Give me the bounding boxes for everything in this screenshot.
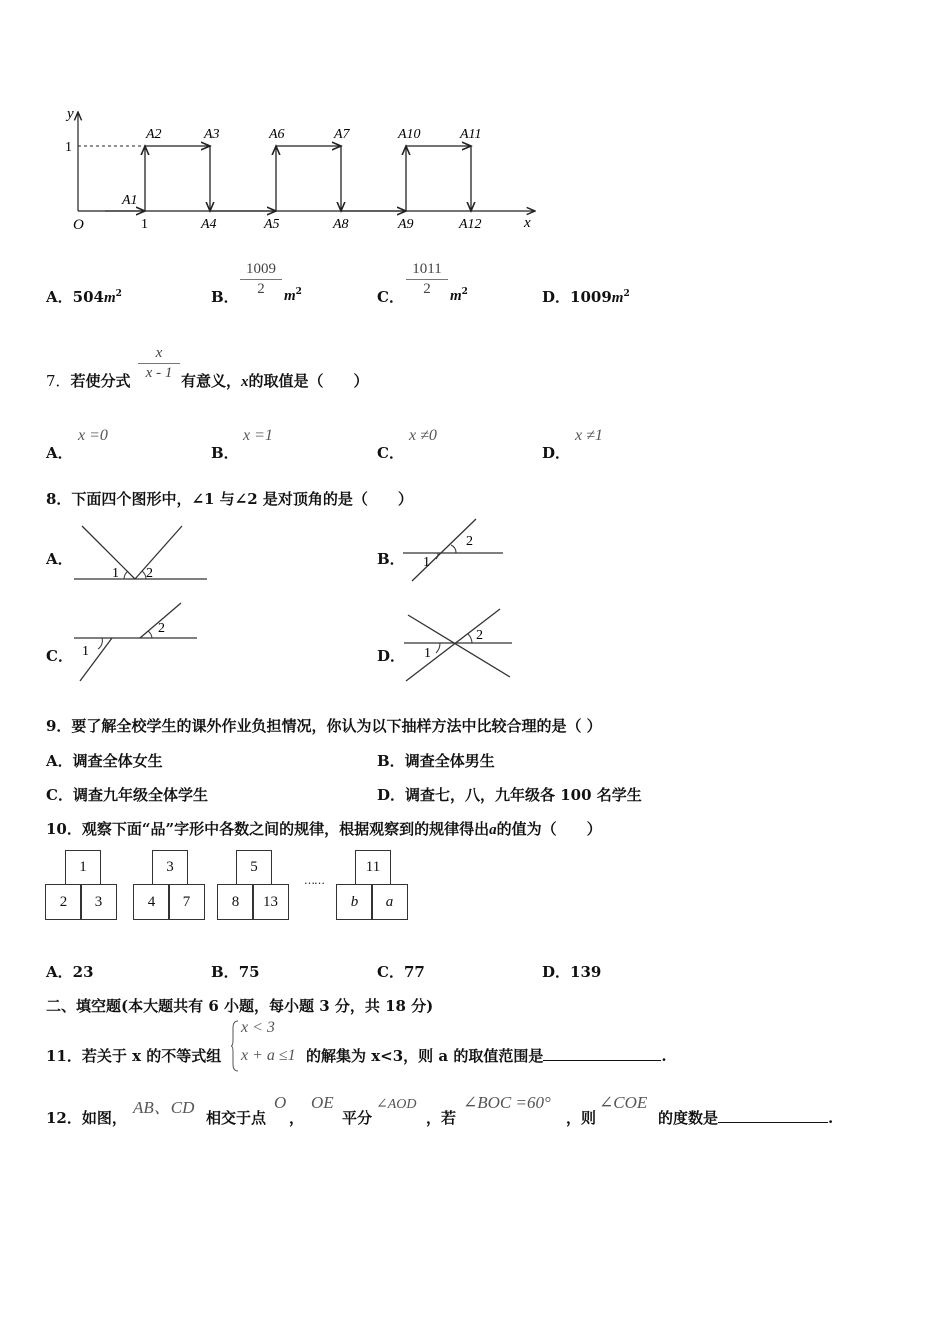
pin-right-box: a [371, 884, 408, 920]
point-label: A1 [122, 193, 138, 208]
q7-option-b[interactable]: B． [211, 444, 239, 462]
q6-option-c-fraction: 1011 2 [406, 261, 448, 298]
point-label: A11 [460, 127, 482, 142]
origin-label: O [73, 217, 84, 233]
q11-stem: 11．若关于 x 的不等式组 [46, 1047, 222, 1065]
q8-figure-d [400, 605, 515, 685]
angle-label-2: 2 [158, 621, 165, 636]
q7-option-b-expr: x =1 [243, 427, 273, 444]
q9-option-b[interactable]: B．调查全体男生 [377, 752, 495, 770]
q6-option-a[interactable]: A．$504m^2$ [46, 288, 122, 306]
pin-left-box: 4 [133, 884, 170, 920]
pin-ellipsis: …… [304, 874, 324, 887]
point-label: A7 [334, 127, 350, 142]
section-title: 二、填空题(本大题共有 6 小题，每小题 3 分，共 18 分) [46, 997, 434, 1015]
answer-blank[interactable] [718, 1108, 828, 1123]
q9-stem: 9．要了解全校学生的课外作业负担情况，你认为以下抽样方法中比较合理的是（ ） [46, 717, 602, 735]
angle-label-1: 1 [112, 566, 119, 581]
q9-option-a[interactable]: A．调查全体女生 [46, 752, 163, 770]
pin-top-box: 1 [65, 850, 101, 885]
point-label: A9 [398, 217, 414, 232]
angle-label-1: 1 [423, 555, 430, 570]
q11-stem-tail: 的解集为 x<3，则 a 的取值范围是 . [306, 1047, 667, 1065]
point-label: A5 [264, 217, 280, 232]
q8-figure-a [70, 520, 210, 585]
point-label: A4 [201, 217, 217, 232]
q12-point: O [274, 1093, 287, 1112]
q12-stem-start: 12．如图， [46, 1109, 127, 1127]
angle-label-2: 2 [466, 534, 473, 549]
pin-left-box: 2 [45, 884, 82, 920]
q12-text-5: 的度数是 . [658, 1109, 834, 1127]
point-label: A8 [333, 217, 349, 232]
q10-option-d[interactable]: D．139 [542, 963, 602, 981]
y-tick-label: 1 [65, 140, 72, 155]
q7-stem-tail: 有意义，x的取值是（ ） [181, 372, 369, 390]
q6-option-b-unit: $m^2$ [284, 287, 302, 304]
pin-right-box: 3 [80, 884, 117, 920]
point-label: A12 [459, 217, 482, 232]
q9-option-d[interactable]: D．调查七，八，九年级各 100 名学生 [377, 786, 642, 804]
q12-text-4: ，则 [566, 1109, 597, 1127]
q6-option-b[interactable]: B． [211, 288, 239, 306]
q12-text-1: 相交于点 [206, 1109, 267, 1127]
q11-inequality-2: x + a ≤1 [241, 1047, 296, 1064]
point-label: A2 [146, 127, 162, 142]
point-label: A10 [398, 127, 421, 142]
q8-option-a[interactable]: A． [46, 550, 73, 568]
q10-stem: 10．观察下面“品”字形中各数之间的规律，根据观察到的规律得出a的值为（ ） [46, 820, 602, 838]
angle-label-2: 2 [476, 628, 483, 643]
q8-option-c[interactable]: C． [46, 647, 73, 665]
pin-right-box: 7 [168, 884, 205, 920]
angle-label-1: 1 [424, 646, 431, 661]
q12-angle-coe: ∠COE [599, 1093, 648, 1112]
q7-option-a[interactable]: A． [46, 444, 73, 462]
q10-option-b[interactable]: B．75 [211, 963, 260, 981]
pin-top-box: 11 [355, 850, 391, 885]
pin-top-box: 5 [236, 850, 272, 885]
point-label: A6 [269, 127, 285, 142]
q8-figure-b [400, 515, 510, 585]
q7-stem: 7．若使分式 [46, 372, 131, 390]
q12-text-2: 平分 [342, 1109, 373, 1127]
q12-condition: ∠BOC =60° [463, 1093, 551, 1112]
q10-option-c[interactable]: C．77 [377, 963, 425, 981]
q9-option-c[interactable]: C．调查九年级全体学生 [46, 786, 208, 804]
pin-top-box: 3 [152, 850, 188, 885]
q6-option-b-fraction: 1009 2 [240, 261, 282, 298]
pin-left-box: 8 [217, 884, 254, 920]
angle-label-2: 2 [146, 566, 153, 581]
q6-option-c[interactable]: C． [377, 288, 404, 306]
q11-inequality-1: x < 3 [241, 1019, 275, 1036]
q8-option-b[interactable]: B． [377, 550, 405, 568]
q12-comma: ， [289, 1109, 305, 1127]
q8-stem: 8．下面四个图形中，∠1 与∠2 是对顶角的是（ ） [46, 490, 413, 508]
pin-right-box: 13 [252, 884, 289, 920]
q12-lines: AB、CD [133, 1098, 195, 1117]
q7-option-d-expr: x ≠1 [575, 427, 603, 444]
x-tick-label: 1 [141, 217, 148, 232]
coordinate-figure [60, 100, 550, 240]
q7-fraction: x x - 1 [138, 345, 180, 382]
q8-option-d[interactable]: D． [377, 647, 406, 665]
q6-option-c-unit: $m^2$ [450, 287, 468, 304]
point-label: A3 [204, 127, 220, 142]
brace-icon [230, 1020, 240, 1072]
q10-option-a[interactable]: A．23 [46, 963, 94, 981]
q6-option-d[interactable]: D．$1009m^2$ [542, 288, 630, 306]
pin-left-box: b [336, 884, 373, 920]
q8-figure-c [70, 600, 200, 685]
angle-label-1: 1 [82, 644, 89, 659]
q12-ray: OE [311, 1093, 334, 1112]
q7-option-a-expr: x =0 [78, 427, 108, 444]
q12-angle-aod: ∠AOD [376, 1097, 417, 1112]
q7-option-d[interactable]: D． [542, 444, 571, 462]
y-axis-label: y [67, 106, 74, 122]
x-axis-label: x [524, 215, 531, 231]
q12-text-3: ，若 [426, 1109, 457, 1127]
answer-blank[interactable] [543, 1046, 661, 1061]
q7-option-c[interactable]: C． [377, 444, 404, 462]
q7-option-c-expr: x ≠0 [409, 427, 437, 444]
